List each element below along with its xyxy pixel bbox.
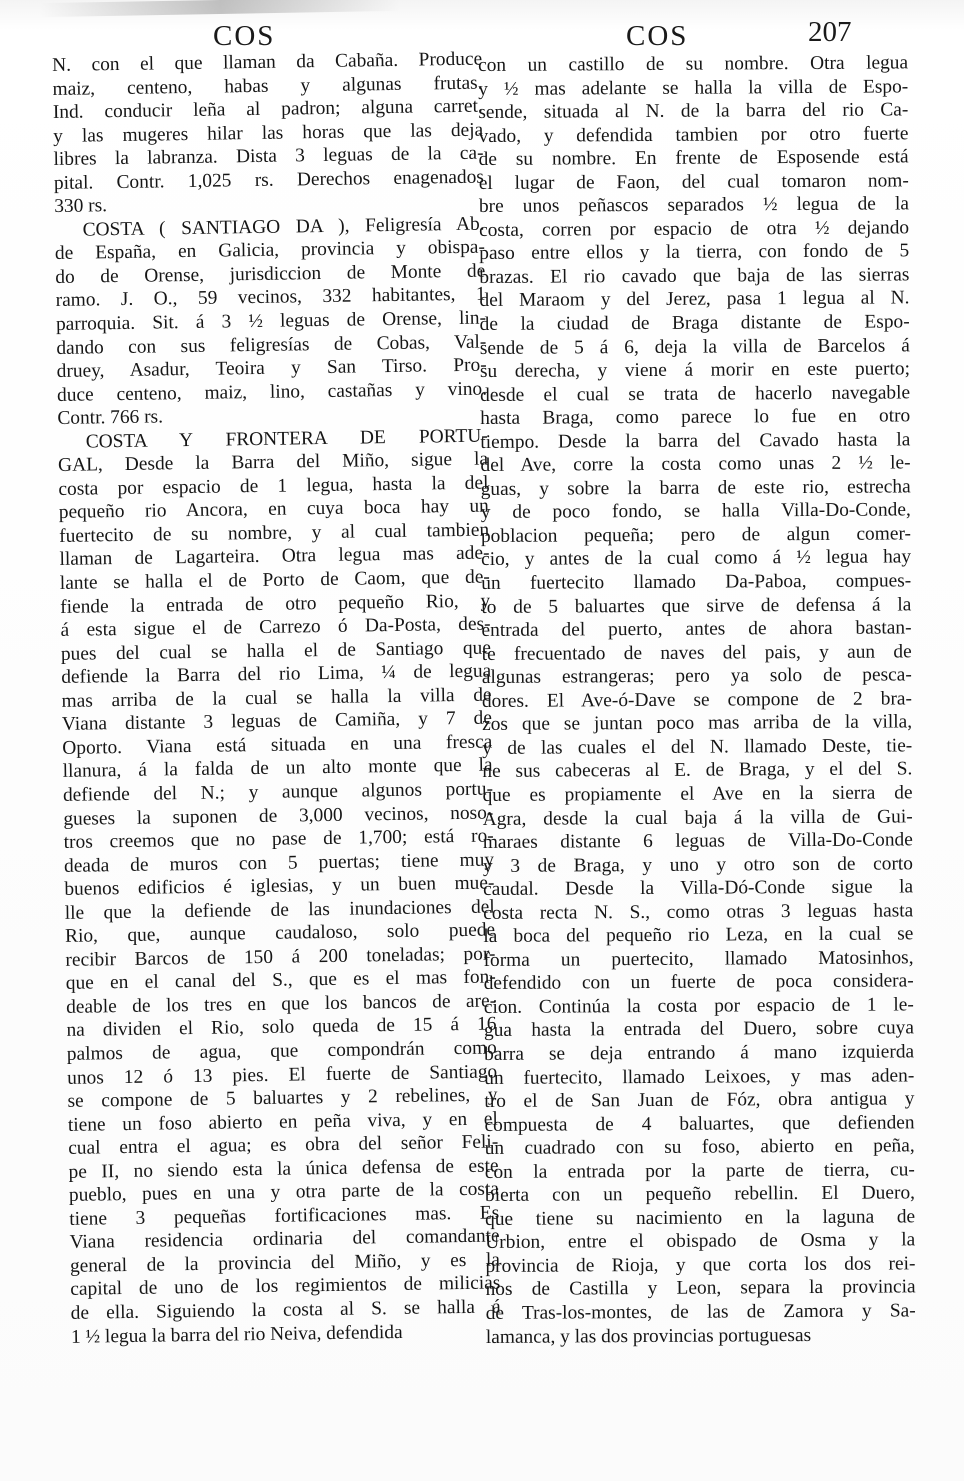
- running-head-left: COS: [213, 20, 276, 52]
- text-line: cio, y antes de la cual como á ½ legua hay: [481, 546, 912, 571]
- text-line: del Ave, corre la costa como unas 2 ½ le-: [480, 452, 911, 477]
- text-line: cual entra el agua; es obra del señor Feli-: [68, 1131, 499, 1160]
- text-line: lamanca, y las dos provincias portuguesas: [485, 1324, 812, 1348]
- text-line: dando con sus feligresías de Cobas, Val-: [56, 331, 487, 359]
- text-line: Contr. 766 rs.: [57, 406, 164, 430]
- text-line: poblacion pequeña; pero de algun comer-: [480, 523, 912, 547]
- text-line: tiempo. Desde la barra del Cavado hasta la: [480, 429, 911, 453]
- text-line: pueblo, pues en una y otra parte de la costa: [68, 1178, 500, 1207]
- text-line: 330 rs.: [54, 195, 108, 218]
- text-line: druey, Asadur, Teoira y San Tirso. Pro-: [56, 354, 487, 383]
- text-line: mas arriba de la cual se halla la villa de: [61, 684, 492, 712]
- text-line: ne sus cabeceras al E. de Braga, y el del S.: [482, 758, 913, 783]
- text-line: buenos edificios é iglesias, y un buen mue-: [64, 872, 495, 901]
- text-line: y de poco fondo, se halla Villa-Do-Conde,: [480, 499, 911, 524]
- text-line: te frecuentado de naves del pais, y aun de: [481, 641, 912, 665]
- text-line: gua hasta la entrada del Duero, sobre cuya: [483, 1017, 915, 1042]
- text-line: capital de uno de los regimientos de milicias: [70, 1272, 501, 1301]
- right-text-column: [478, 51, 916, 1349]
- text-line: de España, en Galicia, provincia y obispa-: [54, 236, 486, 265]
- text-line: pues del cual se halla el de Santiago que: [60, 637, 492, 665]
- text-line: un cuadrado con su foso, abierto en peña,: [484, 1135, 915, 1160]
- text-line: del Maraom y del Jerez, pasa 1 legua al N.: [479, 287, 910, 312]
- text-line: bre unos peñascos separados ½ legua de la: [478, 193, 909, 218]
- text-line: la boca del pequeño rio Leza, en la cual se: [483, 923, 914, 948]
- text-line: N. con el que llaman da Cabaña. Produce: [52, 48, 483, 76]
- text-line: costa por espacio de 1 legua, hasta la del: [58, 472, 489, 500]
- text-line: se compone de 5 baluartes y 2 rebelines, y: [67, 1084, 498, 1112]
- text-line: vado, y defendida tambien por otro fuerte: [478, 123, 909, 147]
- text-line: tros creemos que no pase de 1,700; está ro-: [63, 825, 494, 853]
- text-line: entrada del puerto, antes de ahora bastan-: [481, 617, 912, 642]
- text-line: defiende del N.; y aunque algunos portu-: [62, 778, 494, 806]
- text-line: Rio, que, aunque caudaloso, solo puede: [64, 919, 496, 948]
- text-line: libres la labranza. Dista 3 leguas de la ca-: [53, 142, 484, 171]
- text-line: nos de Castilla y Leon, separa la provincia: [485, 1276, 916, 1301]
- text-line: y 3 de Braga, y uno y otro son de corto: [482, 852, 914, 877]
- text-line: caudal. Desde la Villa-Dó-Conde sigue la: [483, 876, 914, 901]
- text-line: duce centeno, maiz, lino, castañas y vino.: [56, 378, 488, 406]
- text-line: fiende la entrada de otro pequeño Rio, y: [60, 590, 491, 618]
- text-line: que tiene su nacimiento en la laguna de: [485, 1206, 916, 1230]
- running-head-right: COS: [626, 20, 689, 52]
- text-line: provincia de Rioja, y que corta los dos rei-: [485, 1253, 916, 1277]
- text-line: de la ciudad de Braga distante de Espo-: [479, 311, 910, 336]
- text-line: fuertecito de su nombre, y al cual tambien: [59, 519, 490, 547]
- text-line: bierta con un pequeño rebellin. El Duero,: [484, 1182, 916, 1207]
- text-line: con un castillo de su nombre. Otra legua: [478, 52, 909, 76]
- text-line: lante se halla el de Porto de Caom, que de-: [59, 566, 490, 594]
- text-line: zos que se juntan poco mas arriba de la villa,: [482, 711, 913, 736]
- text-line: Oporto. Viana está situada en una fresca: [62, 731, 493, 759]
- text-line: con la entrada por la parte de tierra, cu-: [484, 1159, 915, 1183]
- text-line: deada de muros con 5 puertas; tiene muy: [63, 849, 495, 877]
- text-line: pe II, no siendo esta la única defensa de este: [68, 1155, 499, 1183]
- text-line: desde el cual se trata de hacerlo navegable: [480, 382, 911, 406]
- text-line: COSTA Y FRONTERA DE PORTU-: [85, 425, 488, 453]
- text-line: algunas estrangeras; pero ya solo de pesca-: [481, 664, 912, 689]
- text-line: que es propiamente el Ave en la sierra de: [482, 782, 913, 806]
- text-line: y ½ mas adelante se halla la villa de Espo-: [478, 75, 909, 100]
- text-line: su derecha, y viene á morir en este puerto;: [479, 358, 910, 383]
- text-line: defendido con un fuerte de poca considera-: [483, 970, 914, 995]
- text-line: que en el canal del S., que es el mas fon-: [65, 966, 496, 995]
- text-line: deable de los tres en que los bancos de are-: [65, 990, 497, 1018]
- text-line: gueses la suponen de 3,000 vecinos, noso-: [63, 802, 494, 830]
- text-line: GAL, Desde la Barra del Miño, sigue la: [57, 448, 489, 477]
- text-line: tro el de San Juan de Fóz, obra antigua y: [484, 1088, 915, 1113]
- text-line: Viana distante 3 leguas de Camiña, y 7 de: [61, 707, 493, 736]
- text-line: llaman de Lagarteira. Otra legua mas ade-: [59, 543, 490, 571]
- text-line: to de 5 baluartes que sirve de defensa á la: [481, 593, 912, 618]
- text-line: costa recta N. S., como otras 3 leguas hasta: [483, 900, 914, 924]
- text-line: hasta Braga, como parece lo fue en otro: [480, 405, 911, 430]
- text-line: de su nombre. En frente de Esposende está: [478, 146, 909, 171]
- text-line: el lugar de Faon, del cual tomaron nom-: [478, 170, 909, 194]
- text-line: á esta sigue el de Carrezo ó Da-Posta, des-: [60, 613, 491, 642]
- text-line: parroquia. Sit. á 3 ½ leguas de Orense, lin-: [55, 307, 487, 335]
- text-line: Viana residencia ordinaria del comandante: [69, 1225, 500, 1254]
- text-line: un fuertecito llamado Da-Paboa, compues-: [481, 570, 912, 595]
- text-line: forma un puertecito, llamado Matosinhos,: [483, 947, 914, 971]
- text-line: ramo. J. O., 59 vecinos, 332 habitantes, 1: [55, 284, 486, 312]
- text-line: sende de 5 á 6, deja la villa de Barcelos á: [479, 334, 910, 359]
- text-line: Urbion, entre el obispado de Osma y la: [485, 1229, 916, 1254]
- text-line: Ind. conducir leña al padron; alguna carret.: [52, 95, 483, 124]
- text-line: y de las cuales el del N. llamado Deste, tie-: [482, 735, 913, 759]
- text-line: defiende la Barra del rio Lima, ¼ de legua: [61, 660, 492, 689]
- text-line: dores. El Ave-ó-Dave se compone de 2 bra-: [481, 688, 913, 712]
- text-line: unos 12 ó 13 pies. El fuerte de Santiago: [67, 1061, 498, 1089]
- text-line: general de la provincia del Miño, y es la: [69, 1249, 501, 1277]
- text-line: barra se deja entrando á mano izquierda: [484, 1041, 915, 1065]
- text-line: un fuertecito, llamado Leixoes, y mas aden-: [484, 1064, 915, 1089]
- text-line: tiene 3 pequeñas fortificaciones mas. Es: [69, 1202, 500, 1230]
- text-line: guas, y sobre la barra de este rio, estrecha: [480, 476, 911, 500]
- text-line: 1 ½ legua la barra del rio Neiva, defendida: [70, 1321, 403, 1348]
- text-line: maiz, centeno, habas y algunas frutas.: [52, 72, 483, 100]
- left-text-column: [52, 48, 501, 1349]
- text-line: pital. Contr. 1,025 rs. Derechos enagenados: [53, 166, 485, 194]
- text-line: llanura, á la falda de un alto monte que la: [62, 754, 493, 783]
- text-line: pequeño rio Ancora, en cuya boca hay un: [58, 495, 489, 524]
- page-number: 207: [808, 16, 852, 48]
- text-line: sende, situada al N. de la barra del rio Ca-: [478, 99, 909, 124]
- text-line: compuesta de 4 baluartes, que defienden: [484, 1111, 915, 1136]
- text-line: recibir Barcos de 150 á 200 toneladas; por-: [65, 943, 496, 971]
- text-line: brazas. El rio cavado que baja de las sierras: [479, 264, 910, 288]
- text-line: COSTA ( SANTIAGO DA ), Feligresía Ab.: [82, 213, 485, 241]
- text-line: tiene un foso abierto en peña viva, y en el: [67, 1108, 498, 1136]
- text-line: y las mugeres hilar las horas que las deja: [53, 119, 484, 147]
- text-line: cion. Continúa la costa por espacio de 1 le-: [483, 994, 914, 1018]
- text-line: paso entre ellos y la tierra, con fondo de 5: [479, 240, 910, 265]
- text-line: de ella. Siguiendo la costa al S. se halla á: [70, 1296, 501, 1324]
- text-line: Agra, desde la cual baja á la villa de Gui-: [482, 805, 913, 830]
- text-line: do de Orense, jurisdiccion de Monte de: [55, 260, 486, 288]
- text-line: na dividen el Rio, solo queda de 15 á 16: [66, 1013, 497, 1042]
- text-line: maraes distante 6 leguas de Villa-Do-Conde: [482, 829, 913, 854]
- text-line: costa, corren por espacio de otra ½ dejando: [479, 217, 910, 241]
- text-line: de Tras-los-montes, de las de Zamora y Sa-: [485, 1300, 916, 1324]
- text-line: lle que la defiende de las inundaciones del: [64, 896, 495, 924]
- text-line: palmos de agua, que compondrán como: [66, 1037, 497, 1065]
